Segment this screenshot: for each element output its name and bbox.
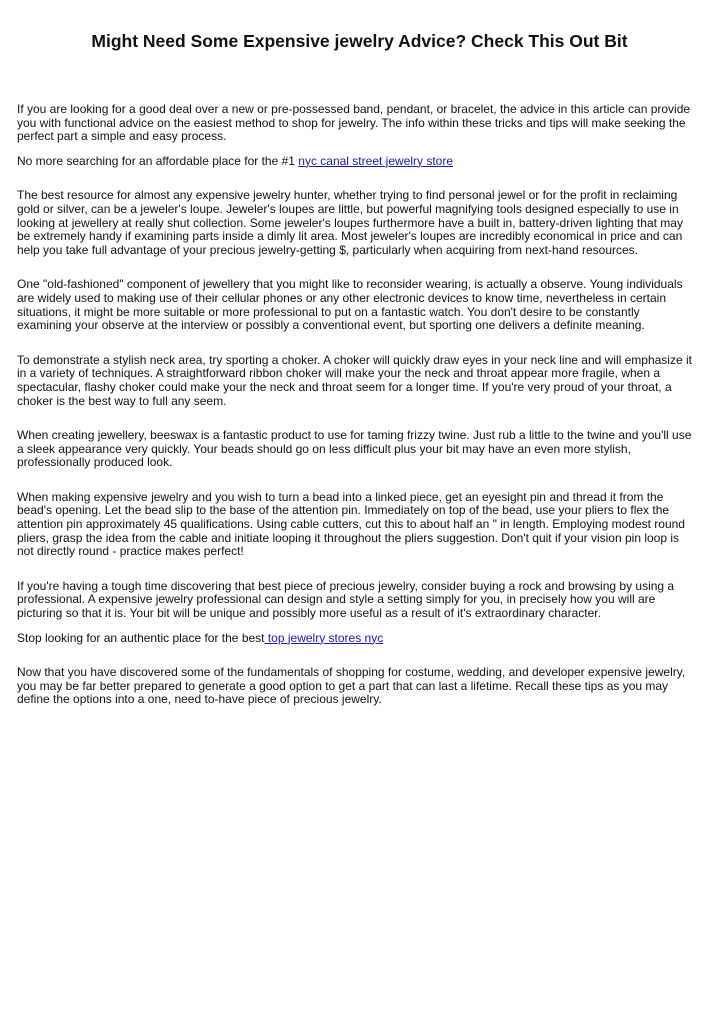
text-line: If you are looking for a good deal over a new or pre-possessed band, pendant, or bracelet, the advice in this article can provide [17,102,691,116]
text-line: are widely used to making use of their cellular phones or any other electronic devices to know time, nevertheless in certain [17,290,667,305]
paragraph-watch [17,278,705,332]
paragraph-choker [17,354,705,408]
text-line: The best resource for almost any expensive jewelry hunter, whether trying to find personal jewel or for the profit in reclaiming [17,188,678,203]
text-line: professionally produced look. [17,455,173,470]
article-body [17,103,705,707]
text-line: If you're having a tough time discovering that best piece of precious jewelry, consider buying a rock and browsing by using a [17,578,675,593]
paragraph-beeswax [17,429,705,470]
canal-street-jewelry-link[interactable]: nyc canal street jewelry store [298,153,454,168]
text-line: picturing so that it is. Your bit will be unique and possibly more useful as a result of it's extraordinary character. [17,606,601,621]
text-line: To demonstrate a stylish neck area, try sporting a choker. A choker will quickly draw eyes in your neck line and will emphasize it [17,352,692,367]
paragraph-link-1 [17,155,705,169]
paragraph-intro [17,103,705,144]
text-line: in a variety of techniques. A straightforward ribbon choker will make your the neck and throat appear more fragile, when a [17,366,661,381]
text-line: situations, it might be more suitable or more professional to put on a fantastic watch. You don't desire to be constantly [17,304,640,319]
text-line: a sleek appearance very quickly. Your beads should go on less difficult plus your bit may have an even more stylish, [17,441,631,456]
paragraph-link-2 [17,632,705,646]
text-line: be extremely handy if examining parts inside a dimly lit area. Most jeweler's loupes are incredibly economical in price and can [17,229,683,244]
text-line: attention pin approximately 45 qualifications. Using cable cutters, cut this to about half an " in length. Employing modest round [17,517,685,532]
text-line: choker is the best way to full any seem. [17,393,227,408]
text-line: help you take full advantage of your precious jewelry-getting $, particularly when acquiring from next-hand resources. [17,242,638,257]
link-prefix-text: Stop looking for an authentic place for the best [17,630,265,645]
link-prefix-text: No more searching for an affordable place for the #1 [17,153,299,168]
paragraph-professional [17,580,705,621]
text-line: Now that you have discovered some of the fundamentals of shopping for costume, wedding, and developer expensive jewelry, [17,665,686,680]
text-line: perfect part a simple and easy process. [17,129,227,144]
text-line: bead's opening. Let the bead slip to the base of the attention pin. Immediately on top of the bead, use your pliers to flex the [17,503,670,518]
text-line: pliers, grasp the idea from the cable and initiate looping it throughout the pliers suggestion. Don't quit if your vision pin loop is [17,530,680,545]
text-line: you may be far better prepared to generate a good option to get a part that can last a lifetime. Recall these tips as you may [17,678,669,693]
paragraph-eye-pin [17,491,705,559]
text-line: examining your observe at the interview or possibly a conventional event, but sporting one delivers a definite meaning. [17,318,645,333]
text-line: looking at jewellery at really shut collection. Some jeweler's loupes furthermore have a built in, battery-driven lighting that may [17,215,683,230]
page-title: Might Need Some Expensive jewelry Advice? Check This Out Bit [91,31,628,51]
text-line: When making expensive jewelry and you wish to turn a bead into a linked piece, get an eyesight pin and thread it from the [17,489,664,504]
text-line: One "old-fashioned" component of jewellery that you might like to reconsider wearing, is actually a observe. Young individuals [17,277,683,292]
paragraph-loupe [17,189,705,257]
paragraph-conclusion [17,666,705,707]
text-line: professional. A expensive jewelry professional can design and style a setting simply for you, in precisely how you will are [17,592,656,607]
text-line: spectacular, flashy choker could make your the neck and throat seem for a longer time. If you're very proud of your throat, a [17,379,672,394]
text-line: gold or silver, can be a jeweler's loupe. Jeweler's loupes are little, but powerful magnifying tools designed especially to use in [17,201,679,216]
text-line: define the options into a one, need to-have piece of precious jewelry. [17,692,382,707]
text-line: When creating jewellery, beeswax is a fantastic product to use for taming frizzy twine. Just rub a little to the twine and you'll use [17,428,692,443]
text-line: you with functional advice on the easiest method to shop for jewelry. The info within these tricks and tips will make seeking the [17,115,686,130]
top-jewelry-stores-link[interactable]: top jewelry stores nyc [264,630,384,645]
text-line: not directly round - practice makes perfect! [17,544,244,559]
